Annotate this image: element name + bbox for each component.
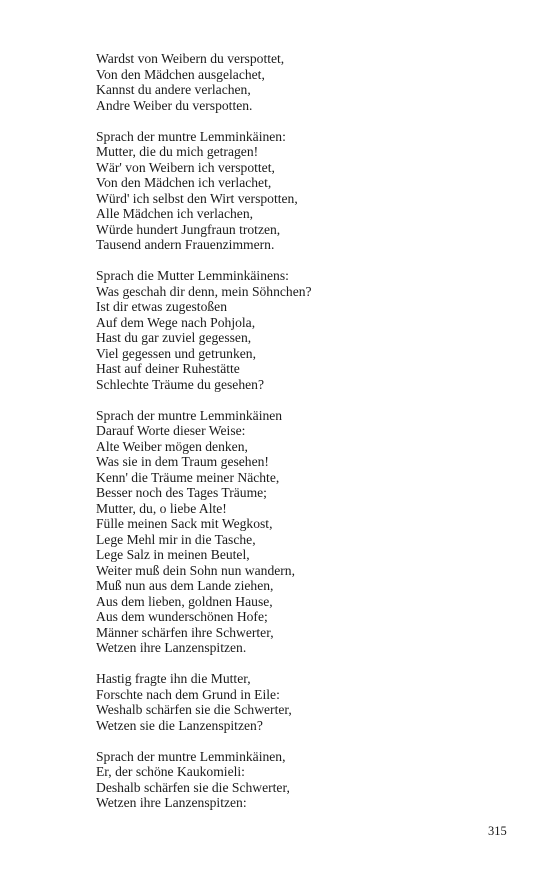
verse-line: Wardst von Weibern du verspottet, — [96, 51, 285, 66]
verse-line: Mutter, die du mich getragen! — [96, 144, 259, 159]
verse-line: Alte Weiber mögen denken, — [96, 438, 248, 454]
verse-line: Andre Weiber du verspotten. — [96, 97, 253, 113]
verse-line: Hast auf deiner Ruhestätte — [96, 361, 240, 376]
verse-line: Lege Salz in meinen Beutel, — [96, 547, 250, 562]
verse-line: Tausend andern Frauenzimmern. — [96, 237, 275, 252]
verse-line: Was sie in dem Traum gesehen! — [96, 454, 269, 469]
verse-line: Ist dir etwas zugestoßen — [96, 299, 227, 314]
verse-line: Weiter muß dein Sohn nun wandern, — [96, 562, 295, 578]
verse-line: Auf dem Wege nach Pohjola, — [96, 314, 256, 330]
verse-line: Deshalb schärfen sie die Schwerter, — [96, 779, 290, 795]
verse-line: Schlechte Träume du gesehen? — [96, 376, 264, 392]
verse-line: Sprach die Mutter Lemminkäinens: — [96, 268, 289, 283]
verse-line: Lege Mehl mir in die Tasche, — [96, 531, 256, 547]
poem-text — [96, 51, 496, 826]
verse-line: Würd' ich selbst den Wirt verspotten, — [96, 190, 298, 206]
verse-line: Wetzen sie die Lanzenspitzen? — [96, 717, 263, 733]
verse-line: Aus dem wunderschönen Hofe; — [96, 609, 268, 624]
stanza — [96, 408, 496, 656]
verse-line: Alle Mädchen ich verlachen, — [96, 206, 254, 221]
verse-line: Mutter, du, o liebe Alte! — [96, 500, 227, 516]
page-number: 315 — [488, 824, 507, 838]
verse-line: Darauf Worte dieser Weise: — [96, 423, 246, 438]
verse-line: Männer schärfen ihre Schwerter, — [96, 624, 274, 640]
verse-line: Weshalb schärfen sie die Schwerter, — [96, 702, 292, 717]
verse-line: Von den Mädchen ich verlachet, — [96, 175, 272, 190]
verse-line: Wetzen ihre Lanzenspitzen: — [96, 795, 247, 810]
verse-line: Hastig fragte ihn die Mutter, — [96, 671, 251, 686]
stanza — [96, 268, 496, 392]
verse-line: Kannst du andere verlachen, — [96, 82, 251, 97]
verse-line: Sprach der muntre Lemminkäinen: — [96, 128, 286, 144]
verse-line: Von den Mädchen ausgelachet, — [96, 66, 265, 82]
stanza — [96, 671, 496, 733]
verse-line: Was geschah dir denn, mein Söhnchen? — [96, 283, 312, 299]
verse-line: Wär' von Weibern ich verspottet, — [96, 159, 275, 175]
verse-line: Forschte nach dem Grund in Eile: — [96, 686, 280, 702]
verse-line: Muß nun aus dem Lande ziehen, — [96, 578, 274, 593]
stanza — [96, 129, 496, 253]
verse-line: Kenn' die Träume meiner Nächte, — [96, 469, 280, 485]
verse-line: Hast du gar zuviel gegessen, — [96, 330, 252, 345]
stanza — [96, 749, 496, 811]
verse-line: Wetzen ihre Lanzenspitzen. — [96, 640, 247, 655]
verse-line: Würde hundert Jungfraun trotzen, — [96, 221, 281, 237]
stanza — [96, 51, 496, 113]
verse-line: Viel gegessen und getrunken, — [96, 345, 256, 361]
verse-line: Er, der schöne Kaukomieli: — [96, 764, 245, 779]
verse-line: Sprach der muntre Lemminkäinen — [96, 407, 283, 423]
verse-line: Sprach der muntre Lemminkäinen, — [96, 748, 286, 764]
verse-line: Fülle meinen Sack mit Wegkost, — [96, 516, 273, 531]
verse-line: Aus dem lieben, goldnen Hause, — [96, 593, 273, 609]
verse-line: Besser noch des Tages Träume; — [96, 485, 267, 500]
